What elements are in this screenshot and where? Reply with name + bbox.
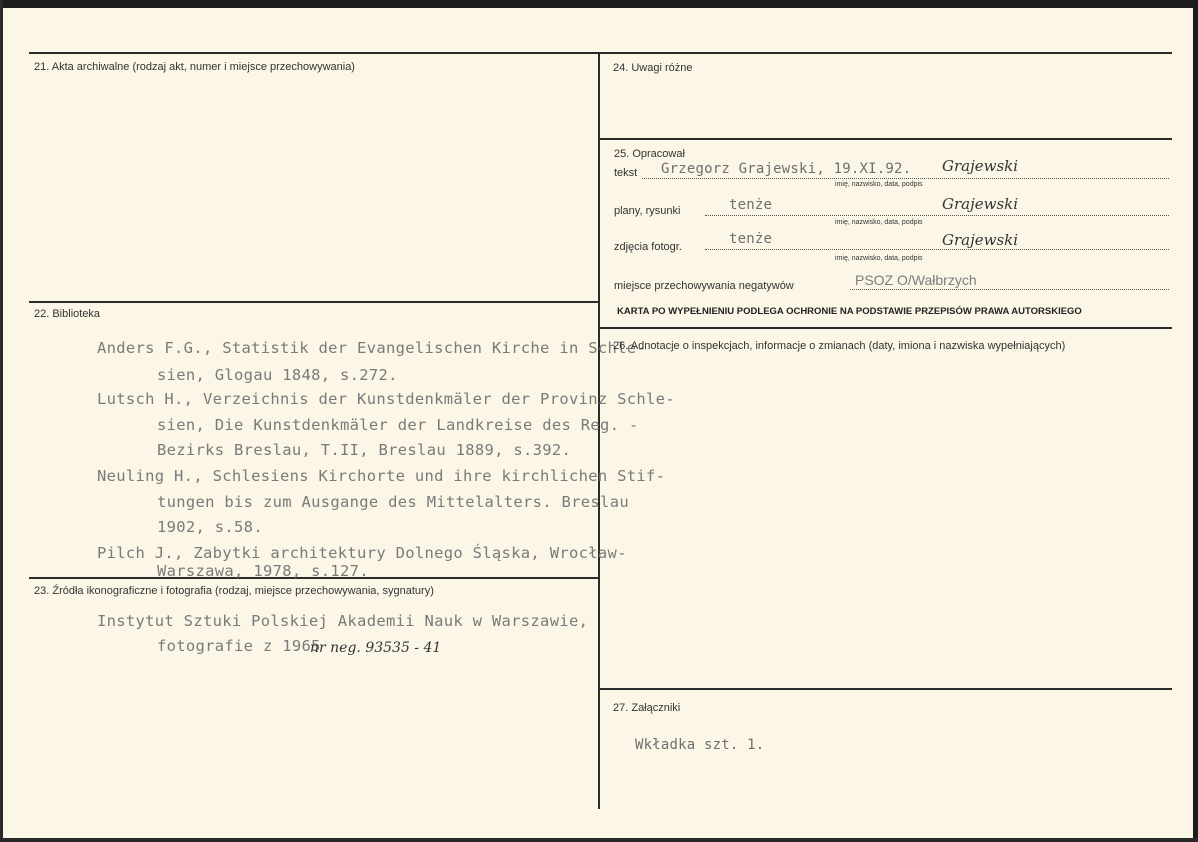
rule-top [29,52,1172,54]
card-edge-top [0,0,1198,8]
zdjecia-signature: Grajewski [942,231,1019,249]
card-edge-bottom [0,838,1198,842]
section-26-label: 26. Adnotacje o inspekcjach, informacje o zmianach (daty, imiona i nazwiska wypełniających) [613,340,1066,352]
attachments-value: Wkładka szt. 1. [635,737,765,753]
section-25-label: 25. Opracował [614,148,685,160]
section-24-label: 24. Uwagi różne [613,62,693,74]
tekst-label: tekst [614,167,638,179]
zdjecia-label: zdjęcia fotogr. [614,241,682,253]
bibliography-line: Bezirks Breslau, T.II, Breslau 1889, s.392. [157,441,572,459]
section-21-label: 21. Akta archiwalne (rodzaj akt, numer i miejsce przechowywania) [34,61,355,73]
tekst-caption: imię, nazwisko, data, podpis [835,181,923,188]
zdjecia-value: tenże [729,231,773,247]
bibliography-line: tungen bis zum Ausgange des Mittelalters. Breslau [157,493,629,511]
plany-caption: imię, nazwisko, data, podpis [835,219,923,226]
rule-24-25 [600,138,1172,140]
bibliography-line: 1902, s.58. [157,518,263,536]
rule-21-22 [29,301,598,303]
negatywy-dotted-line [850,289,1169,290]
plany-label: plany, rysunki [614,205,681,217]
bibliography-line: Lutsch H., Verzeichnis der Kunstdenkmäler der Provinz Schle- [97,390,675,408]
plany-value: tenże [729,197,773,213]
card-edge-right [1193,0,1198,842]
plany-dotted-line [705,215,1169,216]
bibliography-line: Pilch J., Zabytki architektury Dolnego Śląska, Wrocław- [97,544,627,562]
tekst-signature: Grajewski [942,157,1019,175]
card-edge-left [0,0,3,842]
tekst-value: Grzegorz Grajewski, 19.XI.92. [661,161,912,177]
section-23-label: 23. Źródła ikonograficzne i fotografia (rodzaj, miejsce przechowywania, sygnatury) [34,585,434,597]
rule-26-27 [600,688,1172,690]
bibliography-line: Neuling H., Schlesiens Kirchorte und ihre kirchlichen Stif- [97,467,666,485]
bibliography-line: Anders F.G., Statistik der Evangelischen Kirche in Schle- [97,339,647,357]
zdjecia-caption: imię, nazwisko, data, podpis [835,255,923,262]
negative-number-handwritten: nr neg. 93535 - 41 [310,640,442,656]
negatywy-label: miejsce przechowywania negatywów [614,280,794,292]
rule-25-26 [600,327,1172,329]
tekst-dotted-line [642,178,1169,179]
plany-signature: Grajewski [942,195,1019,213]
zdjecia-dotted-line [705,249,1169,250]
copyright-note: KARTA PO WYPEŁNIENIU PODLEGA OCHRONIE NA PODSTAWIE PRZEPISÓW PRAWA AUTORSKIEGO [617,306,1082,317]
section-27-label: 27. Załączniki [613,702,681,714]
bibliography-line: sien, Die Kunstdenkmäler der Landkreise des Reg. - [157,416,639,434]
negatywy-value: PSOZ O/Wałbrzych [855,272,977,288]
sources-line-1: Instytut Sztuki Polskiej Akademii Nauk w Warszawie, [97,612,589,630]
section-22-label: 22. Biblioteka [34,308,101,320]
bibliography-line: Warszawa, 1978, s.127. [157,562,369,580]
bibliography-line: sien, Glogau 1848, s.272. [157,366,398,384]
sources-line-2: fotografie z 1965 [157,637,321,655]
